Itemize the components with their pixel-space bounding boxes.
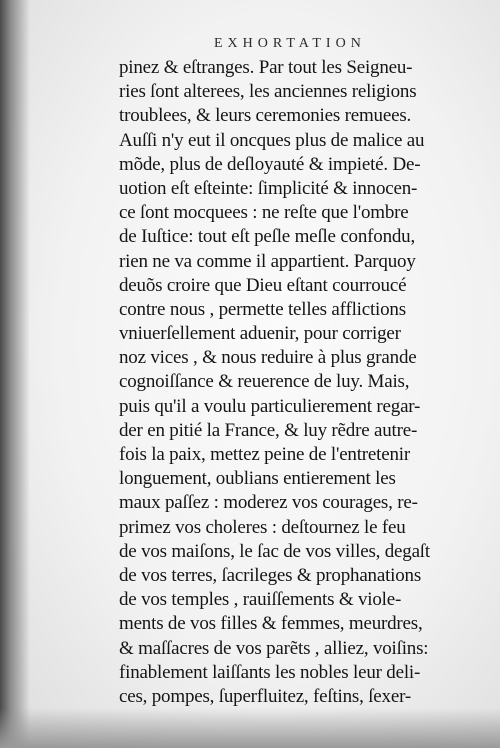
text-line: rien ne va comme il appartient. Parquoy bbox=[119, 250, 416, 272]
text-line: ces, pompes, ſuperfluitez, feſtins, ſexer- bbox=[119, 685, 411, 707]
text-line: maux paſſez : moderez vos courages, re- bbox=[119, 492, 418, 514]
gutter-shadow bbox=[0, 0, 30, 748]
text-line: pinez & eſtranges. Par tout les Seigneu- bbox=[119, 57, 413, 78]
text-line: ce ſont mocquees : ne reſte que l'ombre bbox=[119, 202, 409, 224]
text-line: contre nous , permette telles afflictions bbox=[119, 298, 406, 320]
text-line: finablement laiſſants les nobles leur deli- bbox=[119, 661, 421, 683]
text-line: ries ſont alterees, les anciennes religions bbox=[119, 81, 417, 103]
text-line: cognoiſſance & reuerence de luy. Mais, bbox=[119, 371, 410, 393]
bottom-edge-shadow bbox=[0, 708, 500, 748]
body-text bbox=[119, 56, 471, 709]
text-line: primez vos choleres : deſtournez le feu bbox=[119, 516, 406, 538]
text-line: & maſſacres de vos parẽts , alliez, voiſins: bbox=[119, 637, 429, 659]
text-line: de vos maiſons, le ſac de vos villes, degaſt bbox=[119, 540, 430, 562]
text-line: puis qu'il a voulu particulierement regar- bbox=[119, 395, 421, 417]
text-line: Auſſi n'y eut il oncques plus de malice au bbox=[119, 129, 425, 151]
text-line: mõde, plus de deſloyauté & impieté. De- bbox=[119, 153, 421, 175]
text-line: de vos terres, ſacrileges & prophanations bbox=[119, 564, 422, 586]
text-line: ments de vos filles & femmes, meurdres, bbox=[119, 613, 423, 635]
text-line: deuõs croire que Dieu eſtant courroucé bbox=[119, 274, 407, 296]
text-line: vniuerſellement aduenir, pour corriger bbox=[119, 323, 401, 345]
text-line: troublees, & leurs ceremonies remuees. bbox=[119, 105, 412, 127]
text-line: longuement, oublians entierement les bbox=[119, 468, 396, 490]
text-line: de vos temples , rauiſſements & viole- bbox=[119, 589, 402, 611]
text-line: fois la paix, mettez peine de l'entretenir bbox=[119, 444, 410, 465]
text-line: noz vices , & nous reduire à plus grande bbox=[119, 347, 417, 369]
text-line: uotion eſt eſteinte: ſimplicité & innocen- bbox=[119, 177, 418, 199]
running-head: EXHORTATION bbox=[214, 36, 366, 51]
text-line: der en pitié la France, & luy rẽdre autre- bbox=[119, 419, 418, 441]
text-line: de Iuſtice: tout eſt peſle meſle confondu, bbox=[119, 226, 416, 248]
